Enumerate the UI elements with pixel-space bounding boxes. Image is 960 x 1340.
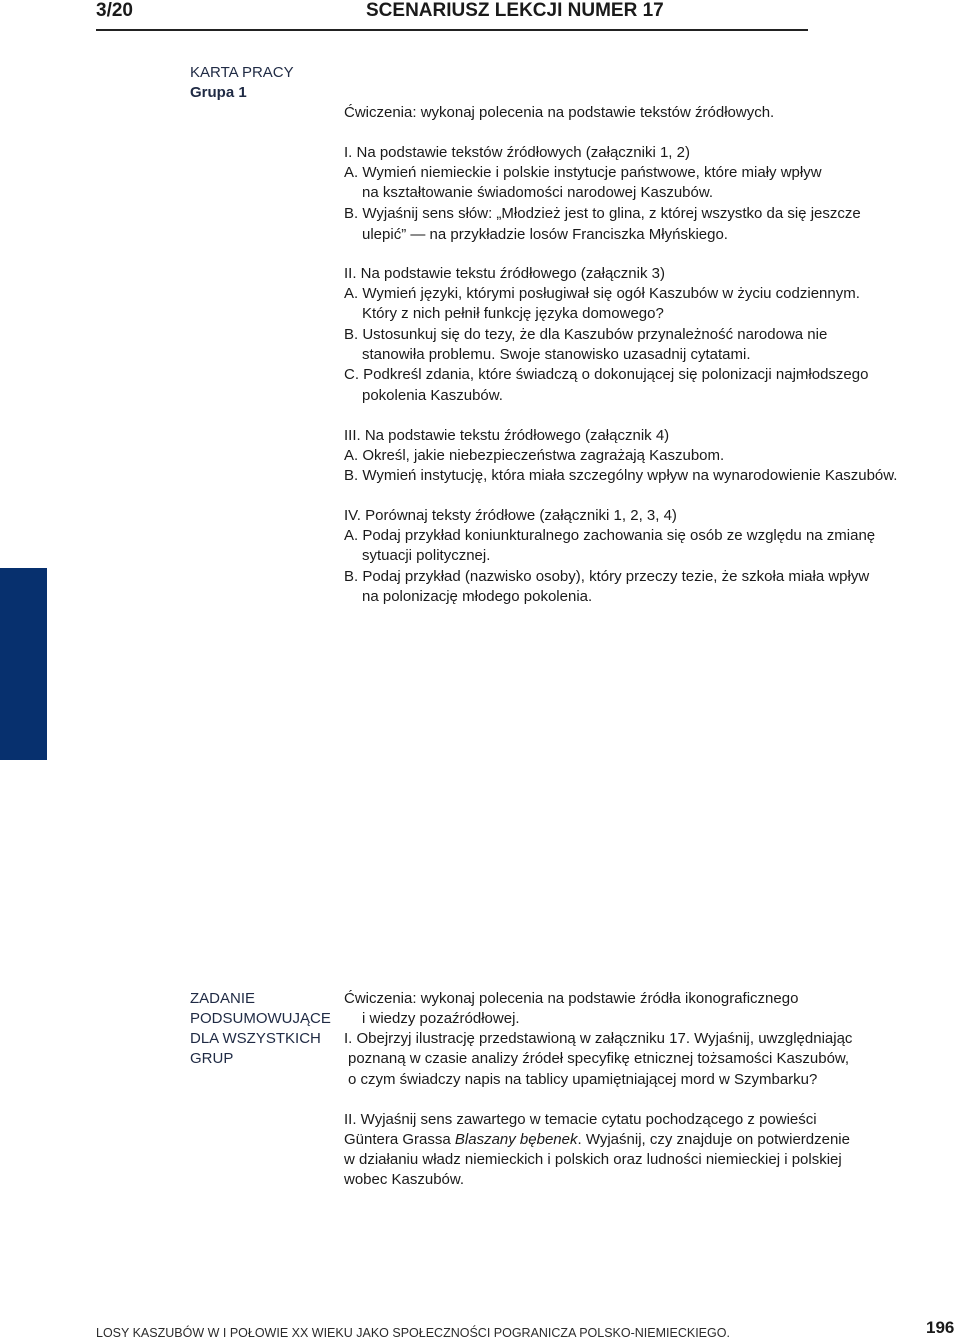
summary-label-line: DLA WSZYSTKICH bbox=[190, 1030, 321, 1047]
summary-label-line: GRUP bbox=[190, 1050, 234, 1067]
task-item-cont: pokolenia Kaszubów. bbox=[362, 387, 503, 404]
instruction-line: Ćwiczenia: wykonaj polecenia na podstawie tekstów źródłowych. bbox=[344, 104, 775, 121]
task-item: II. Wyjaśnij sens zawartego w temacie cytatu pochodzącego z powieści bbox=[344, 1111, 817, 1128]
task-heading: III. Na podstawie tekstu źródłowego (załącznik 4) bbox=[344, 427, 670, 444]
task-item-cont: na kształtowanie świadomości narodowej Kaszubów. bbox=[362, 184, 714, 201]
text-run: . Wyjaśnij, czy znajduje on potwierdzenie bbox=[577, 1131, 850, 1148]
task-item-cont: w działaniu władz niemieckich i polskich oraz ludności niemieckiej i polskiej bbox=[344, 1151, 842, 1168]
task-heading: II. Na podstawie tekstu źródłowego (załącznik 3) bbox=[344, 265, 665, 282]
task-item: A. Określ, jakie niebezpieczeństwa zagrażają Kaszubom. bbox=[344, 447, 725, 464]
task-item: A. Wymień języki, którymi posługiwał się ogół Kaszubów w życiu codziennym. bbox=[344, 285, 860, 302]
task-item: B. Ustosunkuj się do tezy, że dla Kaszubów przynależność narodowa nie bbox=[344, 326, 828, 343]
section-label-summary bbox=[190, 989, 331, 1069]
page-counter: 3/20 bbox=[96, 0, 133, 21]
task-item-cont: poznaną w czasie analizy źródeł specyfikę etnicznej tożsamości Kaszubów, bbox=[348, 1050, 850, 1067]
document-title: SCENARIUSZ LEKCJI NUMER 17 bbox=[366, 0, 664, 21]
task-heading: IV. Porównaj teksty źródłowe (załączniki 1, 2, 3, 4) bbox=[344, 507, 677, 524]
task-item: B. Podaj przykład (nazwisko osoby), który przeczy tezie, że szkoła miała wpływ bbox=[344, 568, 870, 585]
summary-label-line: PODSUMOWUJĄCE bbox=[190, 1010, 331, 1027]
instruction-line-cont: i wiedzy pozaźródłowej. bbox=[362, 1010, 520, 1027]
task-item: B. Wymień instytucję, która miała szczególny wpływ na wynarodowienie Kaszubów. bbox=[344, 467, 898, 484]
task-item: A. Wymień niemieckie i polskie instytucje państwowe, które miały wpływ bbox=[344, 164, 822, 181]
summary-label-line: ZADANIE bbox=[190, 990, 256, 1007]
group-label: Grupa 1 bbox=[190, 84, 247, 101]
task-item-cont bbox=[344, 1130, 850, 1150]
task-item: B. Wyjaśnij sens słów: „Młodzież jest to glina, z której wszystko da się jeszcze bbox=[344, 205, 861, 222]
task-heading: I. Na podstawie tekstów źródłowych (załączniki 1, 2) bbox=[344, 144, 690, 161]
header-divider bbox=[96, 29, 808, 31]
footer-title: LOSY KASZUBÓW W I POŁOWIE XX WIEKU JAKO SPOŁECZNOŚCI POGRANICZA POLSKO-NIEMIECKIEGO. bbox=[96, 1326, 730, 1340]
page-number: 196 bbox=[926, 1318, 955, 1337]
text-run: Güntera Grassa bbox=[344, 1131, 455, 1148]
worksheet-label: KARTA PRACY bbox=[190, 64, 294, 81]
section-label-worksheet bbox=[190, 63, 294, 103]
book-title: Blaszany bębenek bbox=[454, 1131, 578, 1148]
task-item: C. Podkreśl zdania, które świadczą o dokonującej się polonizacji najmłodszego bbox=[344, 366, 869, 383]
task-item-cont: ulepić” — na przykładzie losów Franciszka Młyńskiego. bbox=[362, 226, 728, 243]
task-item-cont: wobec Kaszubów. bbox=[344, 1171, 465, 1188]
side-accent-bar bbox=[0, 568, 47, 760]
task-item-cont: stanowiła problemu. Swoje stanowisko uzasadnij cytatami. bbox=[362, 346, 751, 363]
task-item-cont: sytuacji politycznej. bbox=[362, 547, 491, 564]
instruction-line: Ćwiczenia: wykonaj polecenia na podstawie źródła ikonograficznego bbox=[344, 990, 799, 1007]
task-item-cont: na polonizację młodego pokolenia. bbox=[362, 588, 593, 605]
task-item-cont: Który z nich pełnił funkcję języka domowego? bbox=[362, 305, 664, 322]
task-item: I. Obejrzyj ilustrację przedstawioną w załączniku 17. Wyjaśnij, uwzględniając bbox=[344, 1030, 853, 1047]
task-item: A. Podaj przykład koniunkturalnego zachowania się osób ze względu na zmianę bbox=[344, 527, 876, 544]
task-item-cont: o czym świadczy napis na tablicy upamiętniającej mord w Szymbarku? bbox=[348, 1071, 818, 1088]
